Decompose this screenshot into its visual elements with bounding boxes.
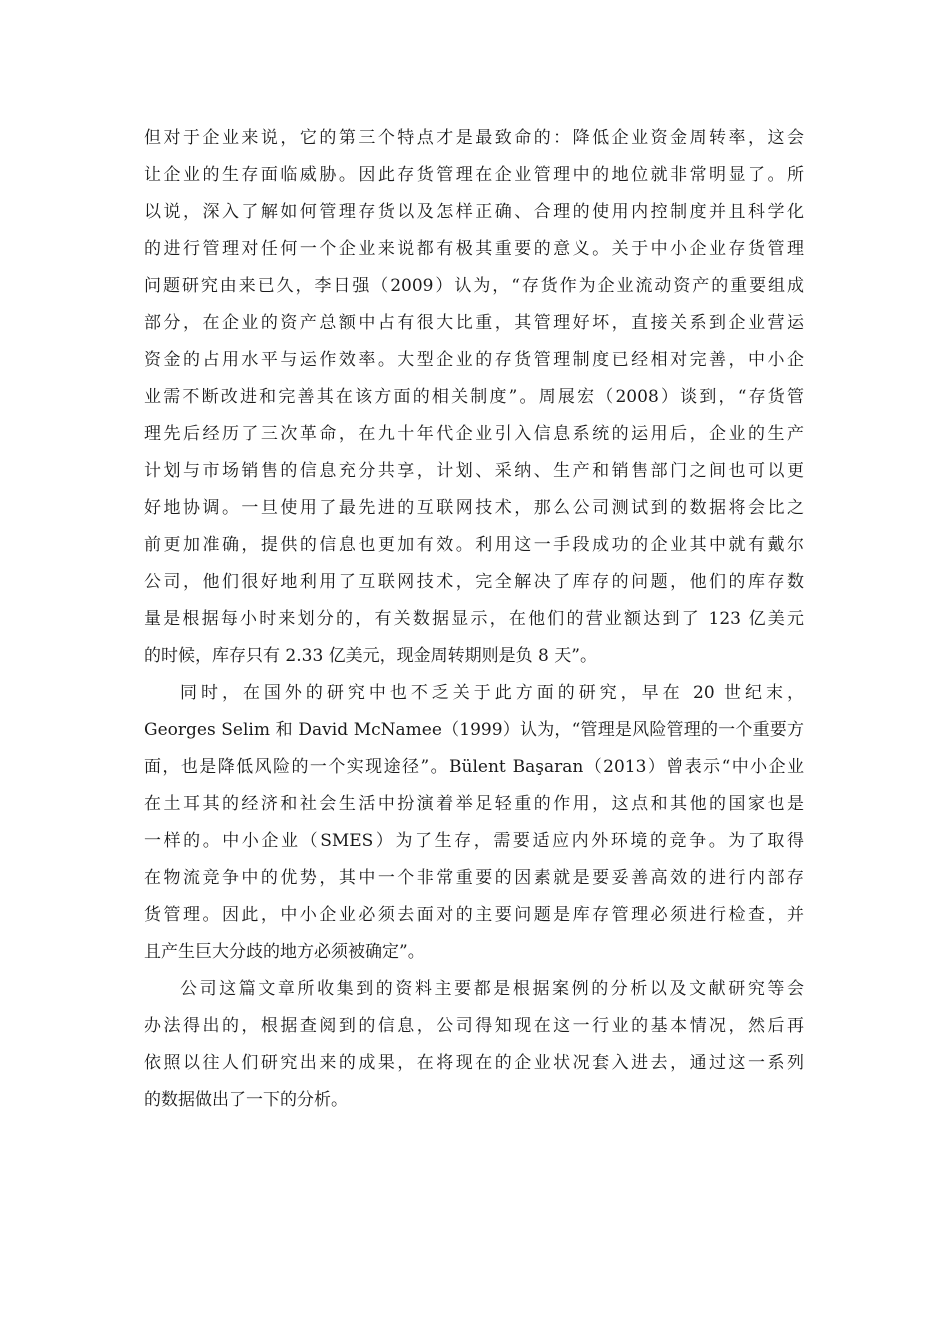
- paragraph-2: [144, 675, 804, 971]
- body-text: [144, 120, 804, 1119]
- text-line: 且产生巨大分歧的地方必须被确定”。: [144, 942, 425, 962]
- text-line: 公司这篇文章所收集到的资料主要都是根据案例的分析以及文献研究等会: [180, 979, 804, 999]
- text-line: 前更加准确，提供的信息也更加有效。利用这一手段成功的企业其中就有戴尔: [144, 535, 804, 555]
- text-line: 以说，深入了解如何管理存货以及怎样正确、合理的使用内控制度并且科学化: [144, 202, 804, 222]
- text-line: 货管理。因此，中小企业必须去面对的主要问题是库存管理必须进行检查，并: [144, 905, 804, 925]
- text-line: 让企业的生存面临威胁。因此存货管理在企业管理中的地位就非常明显了。所: [144, 165, 804, 185]
- text-line: 公司，他们很好地利用了互联网技术，完全解决了库存的问题，他们的库存数: [144, 572, 804, 592]
- text-line: 在土耳其的经济和社会生活中扮演着举足轻重的作用，这点和其他的国家也是: [144, 794, 804, 814]
- text-line: 在物流竞争中的优势，其中一个非常重要的因素就是要妥善高效的进行内部存: [144, 868, 804, 888]
- text-line: 一样的。中小企业（SMES）为了生存，需要适应内外环境的竞争。为了取得: [144, 831, 804, 851]
- text-line: 依照以往人们研究出来的成果，在将现在的企业状况套入进去，通过这一系列: [144, 1053, 804, 1073]
- text-line: 计划与市场销售的信息充分共享，计划、采纳、生产和销售部门之间也可以更: [144, 461, 804, 481]
- text-line: 部分，在企业的资产总额中占有很大比重，其管理好坏，直接关系到企业营运: [144, 313, 804, 333]
- text-line: 的进行管理对任何一个企业来说都有极其重要的意义。关于中小企业存货管理: [144, 239, 804, 259]
- text-line: 办法得出的，根据查阅到的信息，公司得知现在这一行业的基本情况，然后再: [144, 1016, 804, 1036]
- paragraph-3: [144, 971, 804, 1119]
- text-line: Georges Selim 和 David McNamee（1999）认为，“管理是风险管理的一个重要方: [144, 720, 804, 740]
- text-line: 同时，在国外的研究中也不乏关于此方面的研究，早在 20 世纪末，: [180, 683, 804, 703]
- text-line: 的时候，库存只有 2.33 亿美元，现金周转期则是负 8 天”。: [144, 646, 597, 666]
- text-line: 问题研究由来已久，李日强（2009）认为，“存货作为企业流动资产的重要组成: [144, 276, 804, 296]
- text-line: 资金的占用水平与运作效率。大型企业的存货管理制度已经相对完善，中小企: [144, 350, 804, 370]
- text-line: 业需不断改进和完善其在该方面的相关制度”。周展宏（2008）谈到，“存货管: [144, 387, 804, 407]
- text-line: 理先后经历了三次革命，在九十年代企业引入信息系统的运用后，企业的生产: [144, 424, 804, 444]
- text-line: 面，也是降低风险的一个实现途径”。Bülent Başaran（2013）曾表示“中小企业: [144, 757, 804, 777]
- text-line: 量是根据每小时来划分的，有关数据显示，在他们的营业额达到了 123 亿美元: [144, 609, 804, 629]
- paragraph-1: [144, 120, 804, 675]
- text-line: 好地协调。一旦使用了最先进的互联网技术，那么公司测试到的数据将会比之: [144, 498, 804, 518]
- text-line: 但对于企业来说，它的第三个特点才是最致命的：降低企业资金周转率，这会: [144, 128, 804, 148]
- text-line: 的数据做出了一下的分析。: [144, 1090, 348, 1110]
